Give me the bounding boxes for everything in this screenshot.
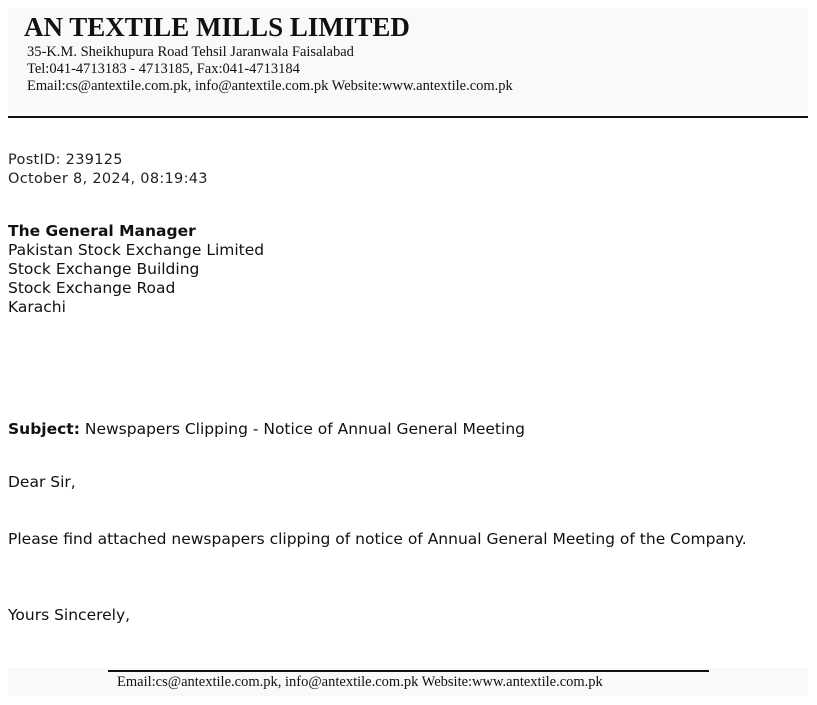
company-address: 35-K.M. Sheikhupura Road Tehsil Jaranwala Faisalabad [27,44,354,60]
company-email-website: Email:cs@antextile.com.pk, info@antextile.com.pk Website:www.antextile.com.pk [27,78,513,94]
recipient-city: Karachi [8,298,66,316]
letter-body: Please find attached newspapers clipping of notice of Annual General Meeting of the Company. [8,530,747,548]
recipient-title: The General Manager [8,222,196,240]
subject-text: Newspapers Clipping - Notice of Annual General Meeting [84,420,525,438]
recipient-road: Stock Exchange Road [8,279,176,297]
recipient-organization: Pakistan Stock Exchange Limited [8,241,265,259]
company-phone-fax: Tel:041-4713183 - 4713185, Fax:041-4713184 [27,61,300,77]
footer-divider [108,670,709,672]
post-id: PostID: 239125 [8,152,123,168]
post-date: October 8, 2024, 08:19:43 [8,171,208,187]
footer-email-website: Email:cs@antextile.com.pk, info@antextile.com.pk Website:www.antextile.com.pk [117,674,603,690]
closing: Yours Sincerely, [8,606,131,624]
recipient-block [8,222,264,317]
recipient-building: Stock Exchange Building [8,260,200,278]
salutation: Dear Sir, [8,473,76,491]
company-name: AN TEXTILE MILLS LIMITED [24,12,410,42]
subject-line [8,420,525,438]
header-divider [8,116,808,118]
subject-label: Subject: [8,420,80,438]
